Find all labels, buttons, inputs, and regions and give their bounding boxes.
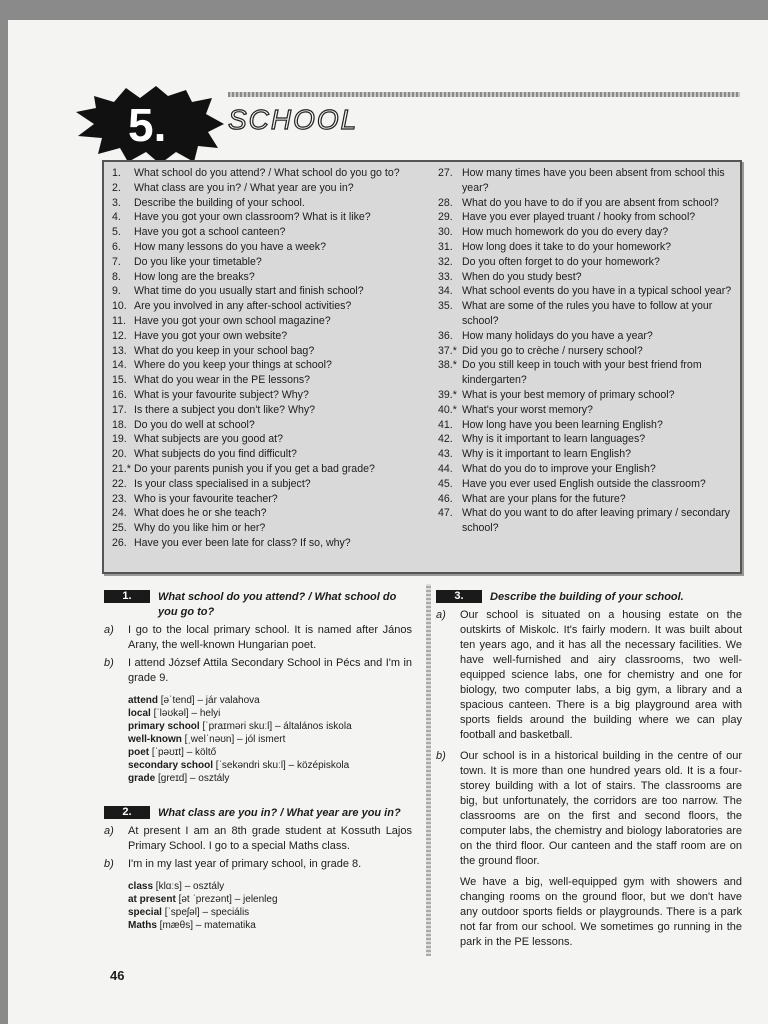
vocab-definition: [ˈspeʃəl] – speciális	[161, 907, 250, 918]
question-text: What school events do you have in a typical school year?	[462, 285, 732, 298]
question-item	[112, 329, 412, 344]
question-number: 17.	[112, 403, 127, 416]
question-item	[112, 210, 412, 225]
question-item	[112, 388, 412, 403]
question-text: Is your class specialised in a subject?	[134, 477, 311, 490]
question-text: Do your parents punish you if you get a bad grade?	[134, 462, 375, 475]
question-number: 5.	[112, 226, 121, 239]
vocab-word: class	[128, 881, 154, 892]
question-item	[112, 373, 412, 388]
question-text: Do you still keep in touch with your best friend from kindergarten?	[462, 359, 702, 387]
answer-b	[104, 857, 412, 872]
answer-paragraph: We have a big, well-equipped gym with showers and changing rooms on the ground floor, but we don't have any outdoor sports fields or playgrounds. There is a park not far from our school. We sometimes go running in the park in the PE lessons.	[460, 876, 742, 948]
answer-label: a)	[104, 624, 114, 636]
section-2	[104, 806, 412, 932]
vocab-definition: [ˌwelˈnəʊn] – jól ismert	[181, 734, 286, 745]
question-number: 19.	[112, 433, 127, 446]
question-number: 24.	[112, 507, 127, 520]
vocab-word: attend	[128, 695, 158, 706]
question-item	[438, 225, 734, 240]
answer-a	[104, 623, 412, 653]
question-number: 28.	[438, 196, 453, 209]
question-text: What is your best memory of primary school?	[462, 388, 675, 401]
vocab-entry	[128, 694, 412, 707]
vocab-entry	[128, 720, 412, 733]
question-number: 8.	[112, 270, 121, 283]
question-text: How long are the breaks?	[134, 270, 255, 283]
vocab-word: primary school	[128, 721, 200, 732]
question-item	[438, 492, 734, 507]
vocab-entry	[128, 772, 412, 785]
vocab-definition: [mæθs] – matematika	[156, 920, 256, 931]
section-title: What class are you in? / What year are you in?	[158, 807, 401, 819]
answer-a	[104, 824, 412, 854]
question-item	[438, 447, 734, 462]
question-text: Do you do well at school?	[134, 418, 255, 431]
question-text: Have you got a school canteen?	[134, 226, 286, 239]
question-item	[438, 344, 734, 359]
question-number: 34.	[438, 285, 453, 298]
answer-b	[104, 656, 412, 686]
question-number: 3.	[112, 196, 121, 209]
question-item	[112, 432, 412, 447]
question-item	[112, 270, 412, 285]
question-text: Where do you keep your things at school?	[134, 359, 332, 372]
question-item	[112, 418, 412, 433]
vocab-word: well-known	[128, 734, 182, 745]
question-number: 11.	[112, 314, 126, 327]
question-item	[112, 196, 412, 211]
question-item	[438, 299, 734, 329]
question-item	[112, 225, 412, 240]
question-number: 30.	[438, 226, 453, 239]
answer-text: Our school is situated on a housing estate on the outskirts of Miskolc. It's fairly modern. It was built about ten years ago, and it has all the necessary facilities. We have well-furnished and airy classrooms, two well-equipped science labs, one for chemistry and one for biology, two computer labs, a big gym, a library and a spacious canteen. There is a big playground area with sports fields around the building where we can play football and basketball.	[460, 609, 742, 741]
vocab-word: poet	[128, 747, 150, 758]
vocab-word: secondary school	[128, 760, 214, 771]
question-item	[438, 210, 734, 225]
vocab-definition: [əˈtend] – jár valahova	[158, 695, 260, 706]
question-text: Are you involved in any after-school activities?	[134, 300, 352, 313]
question-item	[112, 181, 412, 196]
question-text: What subjects do you find difficult?	[134, 448, 297, 461]
question-number: 1.	[112, 167, 121, 179]
question-text: How many lessons do you have a week?	[134, 240, 326, 253]
question-item	[112, 299, 412, 314]
question-number: 36.	[438, 329, 453, 342]
question-number: 44.	[438, 462, 453, 475]
vocab-definition: [greɪd] – osztály	[155, 773, 230, 784]
question-item	[112, 403, 412, 418]
vocab-word: grade	[128, 773, 156, 784]
answer-paragraph: Our school is in a historical building in the centre of our town. It is more than one hundred years old. It is a four-storey building with a lot of stairs. The classrooms are big, but unfortunately, the corridors are too narrow. The classrooms are on the first and second floors, the computer labs, the chemistry and biology laboratories are on the third floor. Our canteen and the staff room are on the ground floor.	[460, 750, 742, 867]
question-text: What do you want to do after leaving primary / secondary school?	[462, 507, 730, 535]
question-text: How much homework do you do every day?	[462, 226, 669, 239]
question-text: Why is it important to learn English?	[462, 448, 631, 461]
question-number: 12.	[112, 329, 127, 342]
header-rule	[228, 92, 740, 97]
question-item	[438, 432, 734, 447]
question-text: What are some of the rules you have to follow at your school?	[462, 300, 713, 327]
answer-a	[436, 608, 742, 743]
question-text: What time do you usually start and finish school?	[134, 285, 364, 298]
unit-number: 5.	[128, 99, 167, 151]
question-number: 20.	[112, 448, 127, 461]
question-item	[112, 358, 412, 373]
answer-label: b)	[104, 858, 114, 870]
questions-box	[102, 160, 742, 574]
question-number: 45.	[438, 477, 453, 490]
question-item	[438, 403, 734, 418]
question-number: 41.	[438, 418, 453, 431]
question-text: What do you have to do if you are absent from school?	[462, 196, 719, 209]
question-number: 29.	[438, 211, 453, 224]
question-text: Describe the building of your school.	[134, 196, 305, 209]
question-number: 23.	[112, 492, 127, 505]
section-1	[104, 590, 412, 785]
section-3	[436, 590, 742, 956]
question-number: 7.	[112, 255, 121, 268]
unit-title: SCHOOL	[228, 104, 359, 135]
question-text: How many holidays do you have a year?	[462, 329, 653, 342]
vocab-entry	[128, 759, 412, 772]
question-text: How long does it take to do your homework?	[462, 240, 672, 253]
question-item	[438, 196, 734, 211]
vocab-definition: [ˈləʊkəl] – helyi	[150, 708, 221, 719]
vocab-entry	[128, 906, 412, 919]
vocab-word: special	[128, 907, 162, 918]
question-text: What are your plans for the future?	[462, 492, 626, 505]
vocab-definition: [ˈpəʊɪt] – költő	[149, 747, 217, 758]
question-number: 33.	[438, 270, 453, 283]
question-text: What is your favourite subject? Why?	[134, 388, 309, 401]
question-text: What do you do to improve your English?	[462, 462, 656, 475]
vocabulary-list	[128, 880, 412, 932]
question-number: 35.	[438, 300, 453, 313]
question-number: 2.	[112, 181, 121, 194]
vocab-entry	[128, 707, 412, 720]
question-number: 27.	[438, 167, 453, 179]
question-item	[438, 506, 734, 536]
vocab-definition: [ˈsekəndri skuːl] – középiskola	[213, 760, 350, 771]
question-number: 40.*	[438, 403, 457, 416]
question-text: Have you ever been late for class? If so, why?	[134, 536, 351, 549]
section-number: 2.	[104, 806, 150, 819]
answer-text: I'm in my last year of primary school, in grade 8.	[128, 858, 362, 870]
question-number: 4.	[112, 211, 121, 224]
answer-text: I go to the local primary school. It is named after János Arany, the well-known Hungarian poet.	[128, 624, 412, 651]
question-text: What do you wear in the PE lessons?	[134, 374, 311, 387]
question-item	[112, 492, 412, 507]
question-item	[438, 166, 734, 196]
question-text: What class are you in? / What year are you in?	[134, 181, 354, 194]
question-number: 46.	[438, 492, 453, 505]
question-text: Do you often forget to do your homework?	[462, 255, 660, 268]
question-text: Have you got your own school magazine?	[134, 314, 331, 327]
question-text: Do you like your timetable?	[134, 255, 262, 268]
question-number: 15.	[112, 374, 127, 387]
question-item	[438, 270, 734, 285]
question-number: 18.	[112, 418, 127, 431]
answer-label: b)	[104, 657, 114, 669]
question-item	[112, 284, 412, 299]
question-number: 22.	[112, 477, 127, 490]
question-item	[112, 344, 412, 359]
vocab-entry	[128, 919, 412, 932]
question-number: 38.*	[438, 359, 457, 372]
vocabulary-list	[128, 694, 412, 785]
answer-label: a)	[436, 609, 446, 621]
question-text: What subjects are you good at?	[134, 433, 283, 446]
question-text: Who is your favourite teacher?	[134, 492, 278, 505]
question-number: 21.*	[112, 462, 131, 475]
question-item	[112, 447, 412, 462]
question-item	[438, 388, 734, 403]
question-item	[112, 521, 412, 536]
column-divider	[426, 584, 431, 956]
answer-label: a)	[104, 825, 114, 837]
question-text: Have you ever played truant / hooky from school?	[462, 211, 696, 224]
questions-list-left	[112, 166, 412, 551]
question-item	[438, 477, 734, 492]
question-text: Is there a subject you don't like? Why?	[134, 403, 316, 416]
answer-text	[460, 749, 742, 956]
question-number: 39.*	[438, 388, 457, 401]
question-text: How long have you been learning English?	[462, 418, 663, 431]
question-item	[112, 166, 412, 181]
section-number: 1.	[104, 590, 150, 603]
question-number: 42.	[438, 433, 453, 446]
question-number: 13.	[112, 344, 127, 357]
vocab-entry	[128, 893, 412, 906]
question-text: Have you got your own classroom? What is it like?	[134, 211, 371, 224]
vocab-entry	[128, 733, 412, 746]
question-text: Did you go to crèche / nursery school?	[462, 344, 643, 357]
question-item	[112, 255, 412, 270]
question-item	[438, 255, 734, 270]
answer-b	[436, 749, 742, 956]
question-number: 32.	[438, 255, 453, 268]
question-item	[112, 477, 412, 492]
question-item	[112, 314, 412, 329]
question-text: What's your worst memory?	[462, 403, 593, 416]
vocab-definition: [klɑːs] – osztály	[153, 881, 225, 892]
question-item	[438, 329, 734, 344]
question-text: When do you study best?	[462, 270, 582, 283]
question-text: What does he or she teach?	[134, 507, 267, 520]
question-number: 26.	[112, 536, 127, 549]
question-number: 31.	[438, 240, 453, 253]
question-number: 16.	[112, 388, 127, 401]
questions-list-right	[438, 166, 734, 536]
question-item	[438, 418, 734, 433]
answer-label: b)	[436, 750, 446, 762]
question-number: 14.	[112, 359, 127, 372]
question-item	[438, 358, 734, 388]
question-text: What do you keep in your school bag?	[134, 344, 315, 357]
question-number: 9.	[112, 285, 121, 298]
question-item	[112, 462, 412, 477]
vocab-word: local	[128, 708, 151, 719]
vocab-word: at present	[128, 894, 176, 905]
answer-text: At present I am an 8th grade student at Kossuth Lajos Primary School. I go to a special Maths class.	[128, 825, 412, 852]
question-number: 10.	[112, 300, 127, 313]
question-text: Why do you like him or her?	[134, 522, 266, 535]
question-number: 25.	[112, 522, 127, 535]
question-text: How many times have you been absent from school this year?	[462, 167, 725, 194]
vocab-definition: [ət ˈprezənt] – jelenleg	[175, 894, 278, 905]
question-item	[112, 240, 412, 255]
vocab-entry	[128, 746, 412, 759]
section-title: Describe the building of your school.	[490, 591, 684, 603]
answer-text: I attend József Attila Secondary School in Pécs and I'm in grade 9.	[128, 657, 412, 684]
vocab-entry	[128, 880, 412, 893]
question-text: Have you got your own website?	[134, 329, 288, 342]
question-item	[112, 536, 412, 551]
section-title: What school do you attend? / What school do you go to?	[158, 591, 397, 618]
question-item	[438, 240, 734, 255]
question-number: 6.	[112, 240, 121, 253]
question-item	[438, 284, 734, 299]
question-item	[438, 462, 734, 477]
page-number: 46	[110, 968, 125, 983]
question-number: 43.	[438, 448, 453, 461]
question-item	[112, 506, 412, 521]
question-number: 47.	[438, 507, 453, 520]
vocab-definition: [ˈpraɪməri skuːl] – általános iskola	[199, 721, 352, 732]
question-text: Have you ever used English outside the classroom?	[462, 477, 706, 490]
question-text: What school do you attend? / What school do you go to?	[134, 167, 400, 179]
question-text: Why is it important to learn languages?	[462, 433, 646, 446]
question-number: 37.*	[438, 344, 457, 357]
section-number: 3.	[436, 590, 482, 603]
vocab-word: Maths	[128, 920, 157, 931]
